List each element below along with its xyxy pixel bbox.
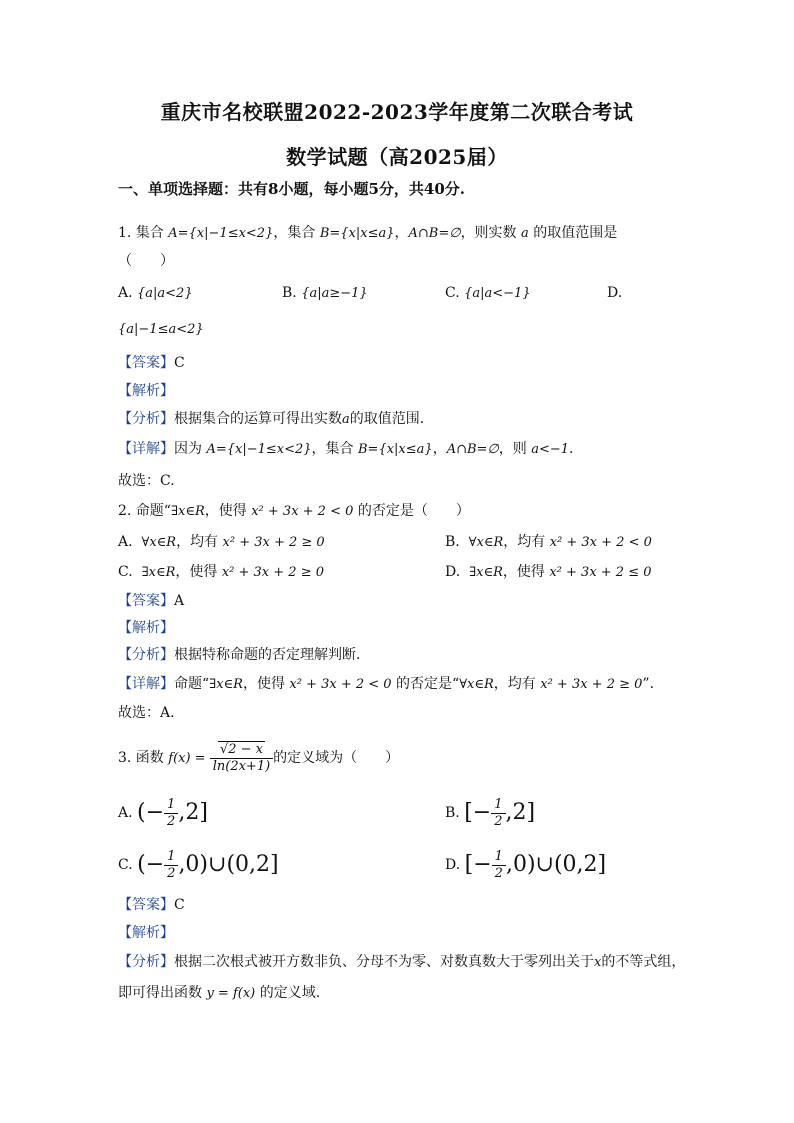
q3-stem: 3. 函数 f(x) = $\frac{√2 - x}{\ln(2x+1)}$ 的定义域为（ ） <box>118 741 400 774</box>
q1-answer: 【答案】C <box>118 355 185 371</box>
q3-option-c[interactable]: C. (− $\frac{1}{2}$ ,0)∪(0,2] <box>118 848 279 881</box>
q2-stem: 2. 命题“∃x∈R，使得 x² + 3x + 2 < 0 的否定是（ ） <box>118 503 470 519</box>
q1-option-d-label[interactable]: D. <box>607 285 623 301</box>
sqrt-radical: √2 − x <box>219 741 263 757</box>
q3-answer: 【答案】C <box>118 897 185 913</box>
q1-option-a[interactable]: A. {a|a<2} <box>118 285 193 301</box>
q2-option-a[interactable]: A. ∀x∈R，均有 x² + 3x + 2 ≥ 0 <box>118 534 325 550</box>
q1-paren: （ ） <box>118 253 174 269</box>
q1-fenxi: 【分析】根据集合的运算可得出实数a的取值范围. <box>118 411 425 427</box>
q2-option-b[interactable]: B. ∀x∈R，均有 x² + 3x + 2 < 0 <box>445 534 652 550</box>
q2-option-d[interactable]: D. ∃x∈R，使得 x² + 3x + 2 ≤ 0 <box>445 564 652 580</box>
q1-option-c[interactable]: C. {a|a<−1} <box>445 285 531 301</box>
q3-option-b[interactable]: B. [− $\frac{1}{2}$ ,2] <box>445 796 536 829</box>
q2-fenxi: 【分析】根据特称命题的否定理解判断. <box>118 647 361 663</box>
q2-analysis-tag: 【解析】 <box>118 620 174 636</box>
q1-option-b[interactable]: B. {a|a≥−1} <box>282 285 368 301</box>
q1-option-d[interactable]: {a|−1≤a<2} <box>118 322 204 337</box>
exam-title: 重庆市名校联盟2022-2023学年度第二次联合考试 <box>160 100 634 124</box>
q3-option-a[interactable]: A. (− $\frac{1}{2}$ ,2] <box>118 796 208 829</box>
q2-answer: 【答案】A <box>118 593 185 609</box>
q1-conclusion: 故选：C. <box>118 473 175 489</box>
section-heading: 一、单项选择题：共有8小题，每小题5分，共40分. <box>118 180 465 198</box>
q2-conclusion: 故选：A. <box>118 705 175 721</box>
q3-analysis-tag: 【解析】 <box>118 925 174 941</box>
q3-option-d[interactable]: D. [− $\frac{1}{2}$ ,0)∪(0,2] <box>445 848 607 881</box>
q2-option-c[interactable]: C. ∃x∈R，使得 x² + 3x + 2 ≥ 0 <box>118 564 324 580</box>
q1-detail: 【详解】因为 A={x|−1≤x<2}，集合 B={x|x≤a}，A∩B=∅，则 a<−1. <box>118 441 574 457</box>
q2-detail: 【详解】命题“∃x∈R，使得 x² + 3x + 2 < 0 的否定是“∀x∈R，均有 x² + 3x + 2 ≥ 0”. <box>118 676 655 692</box>
q3-fenxi-cont: 即可得出函数 y = f(x) 的定义域. <box>118 985 321 1001</box>
q1-analysis-tag: 【解析】 <box>118 383 174 399</box>
q3-fenxi: 【分析】根据二次根式被开方数非负、分母不为零、对数真数大于零列出关于x的不等式组， <box>118 954 686 970</box>
q1-stem: 1. 集合 A={x|−1≤x<2}，集合 B={x|x≤a}，A∩B=∅，则实数 a 的取值范围是 <box>118 225 618 241</box>
exam-subtitle: 数学试题（高2025届） <box>286 145 508 169</box>
